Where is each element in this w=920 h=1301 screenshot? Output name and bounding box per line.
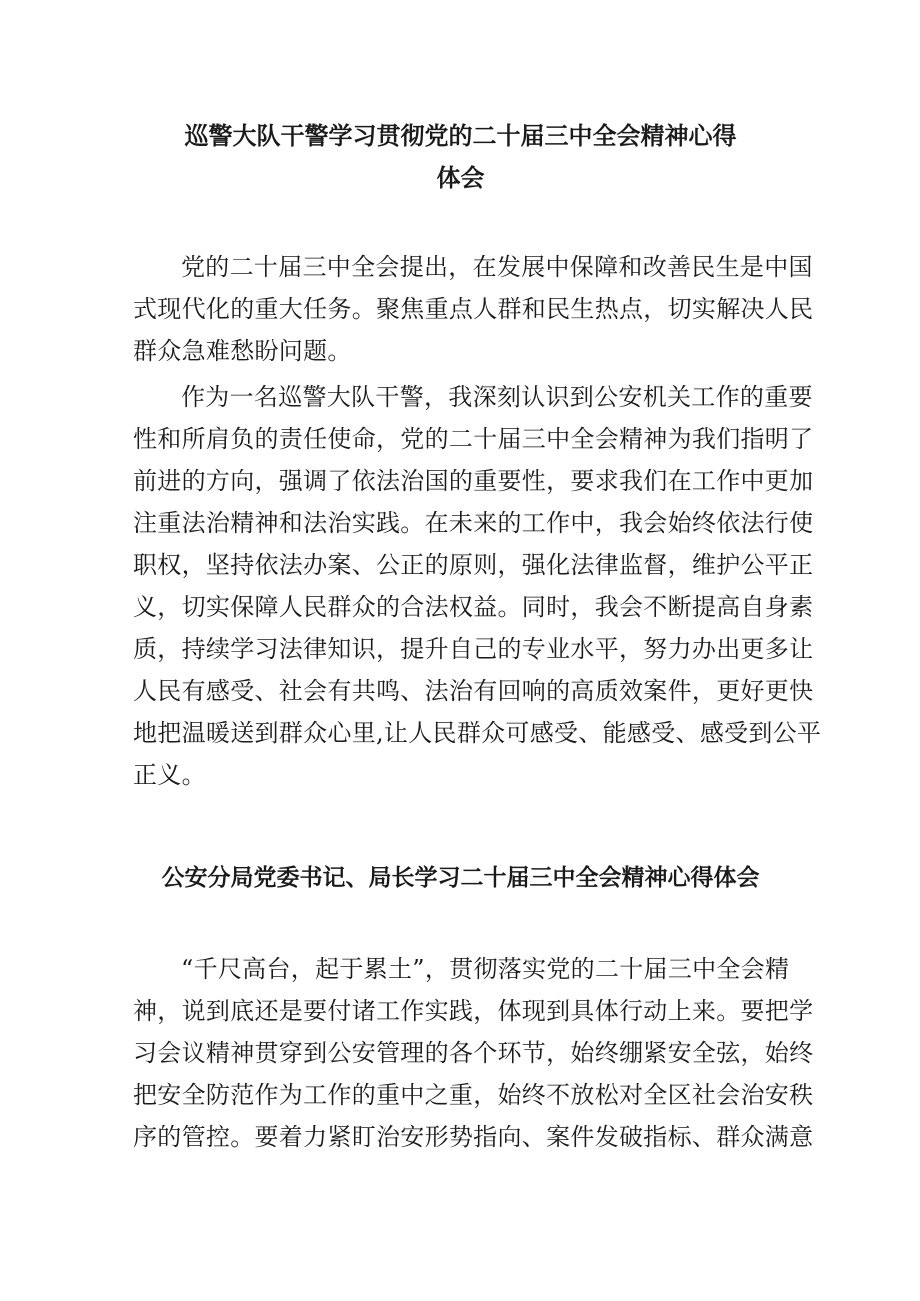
paragraph-line: 群众急难愁盼问题。 bbox=[133, 337, 352, 365]
document-title-line-1: 巡警大队干警学习贯彻党的二十届三中全会精神心得 bbox=[184, 122, 737, 150]
paragraph-line: 把安全防范作为工作的重中之重，始终不放松对全区社会治安秩 bbox=[133, 1081, 814, 1109]
paragraph-line: 注重法治精神和法治实践。在未来的工作中，我会始终依法行使 bbox=[133, 509, 814, 537]
paragraph-line: 习会议精神贯穿到公安管理的各个环节，始终绷紧安全弦，始终 bbox=[133, 1039, 814, 1067]
paragraph-line: 职权，坚持依法办案、公正的原则，强化法律监督，维护公平正 bbox=[133, 551, 814, 579]
section-heading: 公安分局党委书记、局长学习二十届三中全会精神心得体会 bbox=[161, 865, 760, 891]
paragraph-line: 性和所肩负的责任使命，党的二十届三中全会精神为我们指明了 bbox=[133, 425, 814, 453]
paragraph-3 bbox=[133, 948, 814, 1158]
paragraph-line: 神，说到底还是要付诸工作实践，体现到具体行动上来。要把学 bbox=[133, 997, 814, 1025]
document-title-line-2: 体会 bbox=[436, 164, 485, 192]
paragraph-line: 地把温暖送到群众心里,让人民群众可感受、能感受、感受到公平 bbox=[133, 719, 822, 747]
paragraph-2 bbox=[133, 376, 822, 796]
paragraph-line: 党的二十届三中全会提出，在发展中保障和改善民生是中国 bbox=[181, 253, 813, 281]
paragraph-line: “千尺高台，起于累土”，贯彻落实党的二十届三中全会精 bbox=[181, 955, 790, 983]
paragraph-line: 序的管控。要着力紧盯治安形势指向、案件发破指标、群众满意 bbox=[133, 1123, 814, 1151]
paragraph-line: 作为一名巡警大队干警，我深刻认识到公安机关工作的重要 bbox=[181, 383, 813, 411]
paragraph-line: 正义。 bbox=[133, 761, 206, 789]
paragraph-line: 前进的方向，强调了依法治国的重要性，要求我们在工作中更加 bbox=[133, 467, 814, 495]
paragraph-line: 式现代化的重大任务。聚焦重点人群和民生热点，切实解决人民 bbox=[133, 295, 814, 323]
paragraph-line: 人民有感受、社会有共鸣、法治有回响的高质效案件，更好更快 bbox=[133, 677, 814, 705]
paragraph-line: 义，切实保障人民群众的合法权益。同时，我会不断提高自身素 bbox=[133, 593, 814, 621]
paragraph-line: 质，持续学习法律知识，提升自己的专业水平，努力办出更多让 bbox=[133, 635, 814, 663]
paragraph-1 bbox=[133, 246, 814, 372]
